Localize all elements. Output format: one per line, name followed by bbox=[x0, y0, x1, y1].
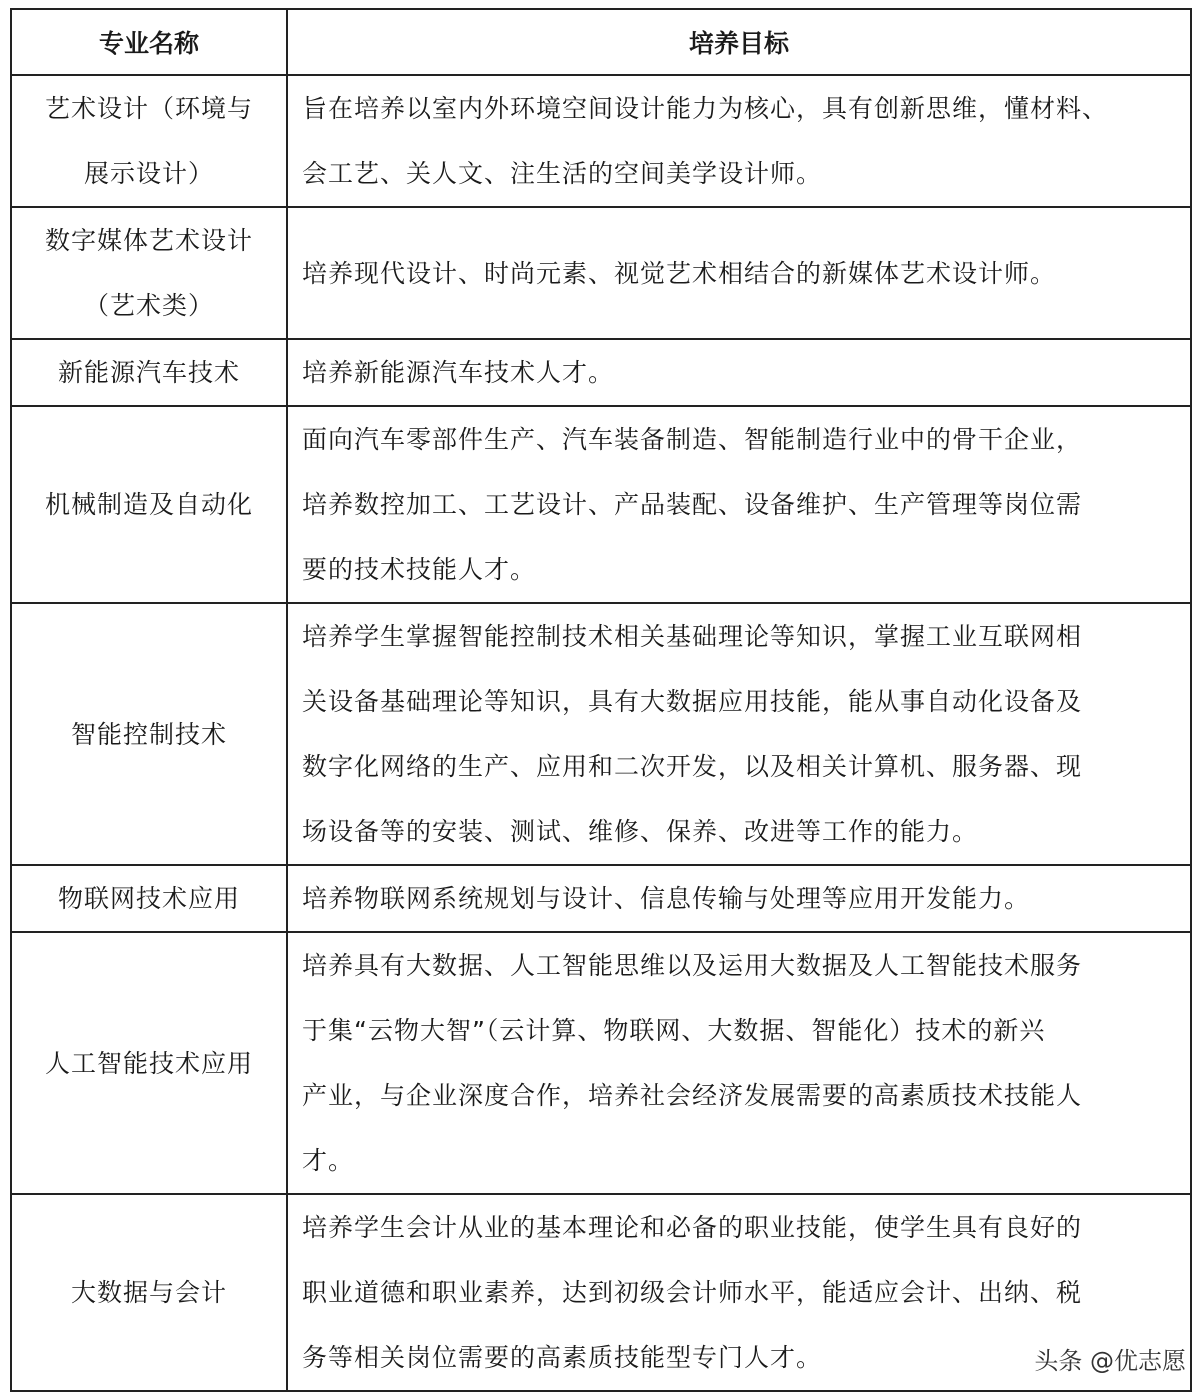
source-credit: 头条 @优志愿 bbox=[1034, 1347, 1186, 1375]
table-row bbox=[11, 932, 1191, 1194]
major-name-cell bbox=[11, 207, 287, 339]
training-goal-line: 培养数控加工、工艺设计、产品装配、设备维护、生产管理等岗位需 bbox=[302, 490, 1083, 519]
table-row bbox=[11, 339, 1191, 406]
major-name-line: （艺术类） bbox=[83, 291, 214, 320]
table-row bbox=[11, 406, 1191, 603]
major-name-line: 大数据与会计 bbox=[70, 1278, 227, 1307]
training-goal-line: 培养学生掌握智能控制技术相关基础理论等知识，掌握工业互联网相 bbox=[302, 622, 1083, 651]
table-header-row bbox=[11, 9, 1191, 75]
training-goal-cell bbox=[287, 207, 1191, 339]
major-name-cell bbox=[11, 339, 287, 406]
table-row bbox=[11, 603, 1191, 865]
table-row bbox=[11, 207, 1191, 339]
table-row bbox=[11, 75, 1191, 207]
training-goal-line: 培养现代设计、时尚元素、视觉艺术相结合的新媒体艺术设计师。 bbox=[302, 258, 1057, 288]
table-body bbox=[11, 75, 1191, 1391]
header-major-name: 专业名称 bbox=[11, 9, 287, 75]
major-name-line: 机械制造及自动化 bbox=[44, 490, 253, 519]
training-goal-line: 会工艺、关人文、注生活的空间美学设计师。 bbox=[302, 159, 823, 188]
major-name-line: 物联网技术应用 bbox=[57, 884, 240, 913]
training-goal-cell bbox=[287, 932, 1191, 1194]
training-goal-line: 务等相关岗位需要的高素质技能型专门人才。 bbox=[302, 1343, 823, 1372]
major-name-cell bbox=[11, 1194, 287, 1391]
training-goal-line: 培养物联网系统规划与设计、信息传输与处理等应用开发能力。 bbox=[302, 884, 1031, 913]
training-goal-line: 数字化网络的生产、应用和二次开发，以及相关计算机、服务器、现 bbox=[302, 752, 1083, 781]
major-name-cell bbox=[11, 932, 287, 1194]
major-name-line: 艺术设计（环境与 bbox=[44, 94, 253, 123]
training-goal-line: 培养学生会计从业的基本理论和必备的职业技能，使学生具有良好的 bbox=[302, 1213, 1083, 1242]
table-row bbox=[11, 865, 1191, 932]
training-goal-line: 培养具有大数据、人工智能思维以及运用大数据及人工智能技术服务 bbox=[302, 951, 1083, 980]
training-goal-cell bbox=[287, 339, 1191, 406]
header-training-goal: 培养目标 bbox=[287, 9, 1191, 75]
training-goal-line: 培养新能源汽车技术人才。 bbox=[302, 358, 615, 387]
training-goal-line: 要的技术技能人才。 bbox=[302, 555, 537, 584]
major-name-cell bbox=[11, 75, 287, 207]
major-name-line: 展示设计） bbox=[83, 159, 214, 188]
training-goal-cell bbox=[287, 865, 1191, 932]
training-goal-line: 场设备等的安装、测试、维修、保养、改进等工作的能力。 bbox=[302, 817, 979, 846]
training-goal-cell bbox=[287, 75, 1191, 207]
training-goal-line: 职业道德和职业素养，达到初级会计师水平，能适应会计、出纳、税 bbox=[302, 1278, 1083, 1307]
training-goal-line: 才。 bbox=[302, 1146, 355, 1175]
major-name-cell bbox=[11, 406, 287, 603]
training-goal-line: 面向汽车零部件生产、汽车装备制造、智能制造行业中的骨干企业， bbox=[302, 425, 1083, 454]
major-name-line: 人工智能技术应用 bbox=[44, 1048, 253, 1078]
training-goal-cell bbox=[287, 603, 1191, 865]
training-goal-line: 旨在培养以室内外环境空间设计能力为核心，具有创新思维，懂材料、 bbox=[302, 94, 1109, 123]
table-row bbox=[11, 1194, 1191, 1391]
major-name-line: 新能源汽车技术 bbox=[57, 358, 240, 387]
training-goal-cell bbox=[287, 406, 1191, 603]
major-name-line: 智能控制技术 bbox=[70, 719, 227, 749]
major-table bbox=[10, 8, 1192, 1392]
training-goal-line: 关设备基础理论等知识，具有大数据应用技能，能从事自动化设备及 bbox=[302, 687, 1083, 716]
major-name-cell bbox=[11, 603, 287, 865]
major-name-line: 数字媒体艺术设计 bbox=[44, 226, 253, 255]
training-goal-line: 于集“云物大智”（云计算、物联网、大数据、智能化）技术的新兴 bbox=[302, 1016, 1046, 1045]
major-name-cell bbox=[11, 865, 287, 932]
training-goal-line: 产业，与企业深度合作，培养社会经济发展需要的高素质技术技能人 bbox=[302, 1081, 1083, 1110]
